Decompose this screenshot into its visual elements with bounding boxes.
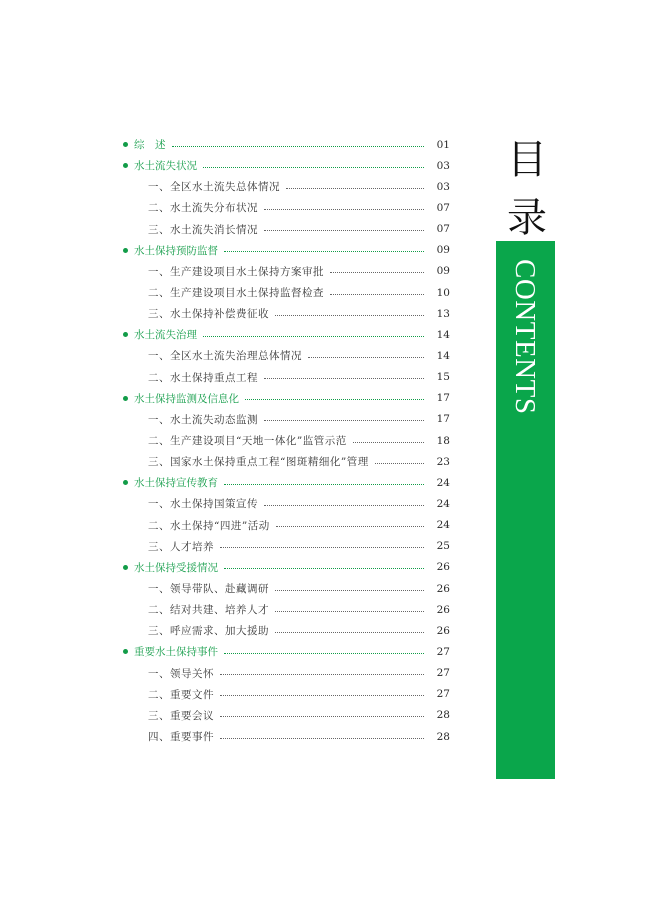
toc-sub-entry[interactable] (120, 219, 450, 240)
toc-entry-title: 一、水土保持国策宣传 (148, 498, 258, 511)
toc-entry-title: 二、水土保持重点工程 (148, 371, 258, 384)
dot-leader (220, 694, 424, 696)
toc-entry-title: 一、生产建设项目水土保持方案审批 (148, 265, 324, 278)
toc-section-entry[interactable] (120, 388, 450, 409)
toc-entry-page: 27 (436, 645, 450, 658)
dot-leader (286, 187, 424, 189)
dot-leader (172, 145, 425, 147)
toc-sub-entry[interactable] (120, 261, 450, 282)
toc-entry-title: 一、领导关怀 (148, 667, 214, 680)
bullet-icon (123, 565, 128, 570)
toc-entry-page: 28 (436, 730, 450, 743)
toc-sub-entry[interactable] (120, 451, 450, 472)
toc-entry-title: 综 述 (134, 139, 166, 152)
toc-entry-title: 一、全区水土流失治理总体情况 (148, 350, 302, 363)
toc-entry-page: 26 (436, 561, 450, 574)
dot-leader (224, 483, 424, 485)
dot-leader (224, 250, 424, 252)
toc-entry-page: 24 (436, 519, 450, 532)
toc-sub-entry[interactable] (120, 303, 450, 324)
toc-entry-page: 09 (436, 265, 450, 278)
toc-entry-title: 水土保持预防监督 (134, 244, 218, 257)
dot-leader (330, 293, 424, 295)
toc-entry-title: 水土保持宣传教育 (134, 477, 218, 490)
toc-entry-page: 17 (436, 413, 450, 426)
toc-entry-page: 27 (436, 667, 450, 680)
toc-sub-entry[interactable] (120, 409, 450, 430)
toc-entry-page: 27 (436, 688, 450, 701)
toc-sub-entry[interactable] (120, 620, 450, 641)
toc-section-entry[interactable] (120, 472, 450, 493)
dot-leader (275, 631, 424, 633)
toc-entry-title: 四、重要事件 (148, 731, 214, 743)
toc-entry-title: 三、重要会议 (148, 709, 214, 722)
dot-leader (220, 737, 424, 739)
toc-entry-title: 一、领导带队、赴藏调研 (148, 583, 269, 596)
dot-leader (264, 504, 424, 506)
toc-entry-title: 水土流失状况 (134, 160, 197, 173)
toc-entry-page: 26 (436, 582, 450, 595)
contents-banner (496, 241, 555, 779)
toc-entry-title: 二、生产建设项目水土保持监督检查 (148, 287, 324, 300)
dot-leader (264, 208, 424, 210)
toc-entry-page: 24 (436, 476, 450, 489)
toc-entry-title: 水土流失治理 (134, 329, 197, 342)
dot-leader (264, 377, 424, 379)
toc-entry-page: 14 (436, 328, 450, 341)
toc-entry-title: 三、国家水土保持重点工程“图斑精细化”管理 (148, 456, 369, 469)
toc-entry-page: 03 (436, 180, 450, 193)
toc-entry-title: 二、结对共建、培养人才 (148, 604, 269, 617)
dot-leader (264, 229, 424, 231)
toc-sub-entry[interactable] (120, 515, 450, 536)
toc-entry-title: 一、全区水土流失总体情况 (148, 181, 280, 194)
toc-entry-page: 09 (436, 244, 450, 257)
toc-sub-entry[interactable] (120, 367, 450, 388)
toc-section-entry[interactable] (120, 324, 450, 345)
contents-title: CONTENTS (509, 259, 541, 415)
toc-sub-entry[interactable] (120, 705, 450, 726)
toc-entry-page: 23 (436, 455, 450, 468)
toc-entry-title: 水土保持监测及信息化 (134, 392, 239, 405)
toc-section-entry[interactable] (120, 557, 450, 578)
toc-section-entry[interactable] (120, 641, 450, 662)
dot-leader (330, 271, 424, 273)
toc-entry-page: 14 (436, 349, 450, 362)
toc-sub-entry[interactable] (120, 176, 450, 197)
toc-entry-title: 三、呼应需求、加大援助 (148, 625, 269, 638)
toc-entry-page: 17 (436, 392, 450, 405)
toc-sub-entry[interactable] (120, 578, 450, 599)
toc-section-entry[interactable] (120, 134, 450, 155)
toc-sub-entry[interactable] (120, 197, 450, 218)
toc-entry-title: 二、水土流失分布状况 (148, 202, 258, 215)
dot-leader (220, 673, 424, 675)
toc-entry-page: 07 (436, 201, 450, 214)
dot-leader (353, 441, 424, 443)
toc-entry-title: 二、生产建设项目“天地一体化”监管示范 (148, 435, 347, 448)
toc-sub-entry[interactable] (120, 493, 450, 514)
heading-lu: 录 (507, 195, 547, 241)
toc-entry-page: 07 (436, 223, 450, 236)
toc-sub-entry[interactable] (120, 684, 450, 705)
toc-sub-entry[interactable] (120, 282, 450, 303)
heading-mu: 目 (507, 137, 547, 183)
toc-entry-title: 二、水土保持“四进”活动 (148, 519, 270, 532)
toc-section-entry[interactable] (120, 155, 450, 176)
toc-entry-page: 15 (436, 371, 450, 384)
toc-sub-entry[interactable] (120, 345, 450, 366)
bullet-icon (123, 396, 128, 401)
dot-leader (275, 589, 424, 591)
toc-sub-entry[interactable] (120, 536, 450, 557)
dot-leader (375, 462, 424, 464)
toc-entry-title: 二、重要文件 (148, 688, 214, 701)
toc-entry-page: 24 (436, 497, 450, 510)
toc-sub-entry[interactable] (120, 430, 450, 451)
toc-sub-entry[interactable] (120, 726, 450, 747)
toc-entry-page: 13 (436, 307, 450, 320)
toc-entry-page: 26 (436, 624, 450, 637)
dot-leader (275, 610, 424, 612)
toc-section-entry[interactable] (120, 240, 450, 261)
dot-leader (220, 715, 424, 717)
dot-leader (264, 419, 424, 421)
dot-leader (203, 166, 424, 168)
toc-entry-title: 水土保持受援情况 (134, 561, 218, 574)
dot-leader (220, 546, 424, 548)
toc-entry-page: 03 (436, 159, 450, 172)
dot-leader (203, 335, 424, 337)
toc-sub-entry[interactable] (120, 599, 450, 620)
toc-sub-entry[interactable] (120, 663, 450, 684)
dot-leader (224, 567, 424, 569)
dot-leader (308, 356, 424, 358)
toc-entry-title: 三、水土保持补偿费征收 (148, 308, 269, 321)
toc-entry-page: 25 (436, 540, 450, 553)
toc-entry-title: 三、人才培养 (148, 540, 214, 553)
toc-entry-page: 26 (436, 603, 450, 616)
toc-entry-title: 三、水土流失消长情况 (148, 223, 258, 236)
dot-leader (275, 314, 424, 316)
toc-entry-page: 28 (436, 709, 450, 722)
toc-entry-page: 18 (436, 434, 450, 447)
dot-leader (224, 652, 424, 654)
toc-entry-title: 重要水土保持事件 (134, 646, 218, 659)
bullet-icon (123, 248, 128, 253)
table-of-contents (120, 134, 450, 747)
dot-leader (276, 525, 424, 527)
toc-entry-page: 10 (436, 286, 450, 299)
dot-leader (245, 398, 424, 400)
toc-entry-page: 01 (436, 138, 450, 151)
toc-entry-title: 一、水土流失动态监测 (148, 413, 258, 426)
